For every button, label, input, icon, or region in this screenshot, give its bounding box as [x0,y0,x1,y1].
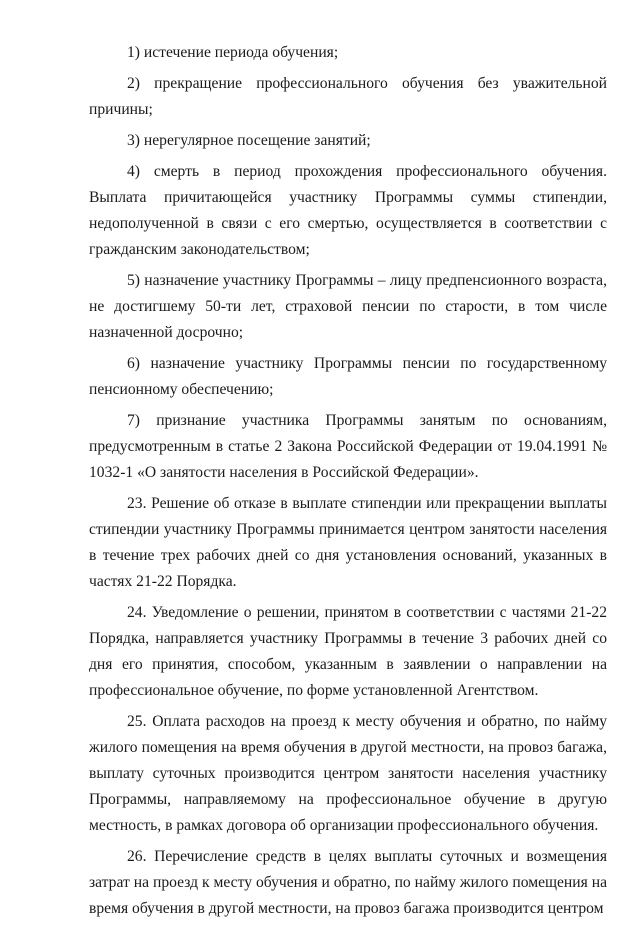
list-item-6: 6) назначение участнику Программы пенсии по государственному пенсионному обеспечению; [89,355,607,398]
clause-25: 25. Оплата расходов на проезд к месту обучения и обратно, по найму жилого помещения на время обучения в другой местности, на провоз багажа, выплату суточных производится центром занятости населения участнику Программы, направляемому на профессиональное обучение в другую местность, в рамках договора об организации профессионального обучения. [89,713,607,834]
list-item-7: 7) признание участника Программы занятым по основаниям, предусмотренным в статье 2 Закона Российской Федерации от 19.04.1991 № 1032-1 «О занятости населения в Российской Федерации». [89,412,607,481]
list-item-1: 1) истечение периода обучения; [127,44,339,61]
list-item-3: 3) нерегулярное посещение занятий; [127,132,371,149]
clause-26: 26. Перечисление средств в целях выплаты суточных и возмещения затрат на проезд к месту обучения и обратно, по найму жилого помещения на время обучения в другой местности, на провоз багажа производится центром [89,848,607,917]
list-item-4: 4) смерть в период прохождения профессионального обучения. Выплата причитающейся участнику Программы суммы стипендии, недополученной в связи с его смертью, осуществляется в соответствии с гражданским законодательством; [89,163,607,258]
document-body [89,40,607,927]
clause-24: 24. Уведомление о решении, принятом в соответствии с частями 21-22 Порядка, направляется участнику Программы в течение 3 рабочих дней со дня его принятия, способом, указанным в заявлении о направлении на профессиональное обучение, по форме установленной Агентством. [89,604,607,699]
clause-23: 23. Решение об отказе в выплате стипендии или прекращении выплаты стипендии участнику Программы принимается центром занятости населения в течение трех рабочих дней со дня установления оснований, указанных в частях 21-22 Порядка. [89,495,607,590]
list-item-5: 5) назначение участнику Программы – лицу предпенсионного возраста, не достигшему 50-ти лет, страховой пенсии по старости, в том числе назначенной досрочно; [89,272,607,341]
list-item-2: 2) прекращение профессионального обучения без уважительной причины; [89,75,607,118]
